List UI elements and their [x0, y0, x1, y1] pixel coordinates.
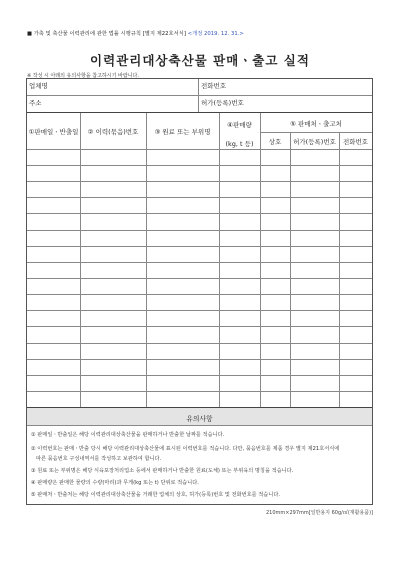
- subheader-line: [260, 132, 372, 133]
- table-row-line: [27, 310, 372, 311]
- notice-item: ④ 판매량은 판매한 물량의 수량(마리)과 무게(kg 또는 t) 단위로 적습니다.: [31, 480, 199, 486]
- address-field[interactable]: 주소: [29, 99, 42, 107]
- column-header-buyer-license: 허가(등록)번호: [293, 138, 336, 146]
- fill-instruction: ※ 작성 시 아래의 유의사항을 참고하시기 바랍니다.: [27, 73, 139, 79]
- notice-item: ③ 원료 또는 부위명은 해당 식육포장처리업소 등에서 판매하거나 반출한 원료(도체) 또는 부위육의 명칭을 적습니다.: [31, 468, 294, 474]
- column-header-trace-no: ② 이력(묶음)번호: [87, 128, 139, 136]
- column-header-part: ③ 원료 또는 부위명: [154, 128, 211, 136]
- table-row-line: [27, 375, 372, 376]
- notice-item: 따른 묶음번호 구성내역서를 작성하고 보관하여 합니다.: [36, 456, 162, 462]
- table-row-line: [27, 278, 372, 279]
- table-row-line: [27, 246, 372, 247]
- business-name-field[interactable]: 업체명: [29, 82, 48, 90]
- notice-item: ② 이력번호는 판매ㆍ반출 당시 해당 이력관리대상축산물에 표시된 이력번호를 적습니다. 다만, 묶음번호를 제품 경우 별지 제21호서식에: [31, 446, 340, 452]
- table-row-line: [27, 326, 372, 327]
- column-line: [339, 132, 340, 408]
- info-divider: [198, 79, 199, 113]
- info-row-line: [27, 95, 372, 96]
- notice-title: 유의사항: [186, 415, 213, 423]
- notice-header-line: [27, 425, 372, 426]
- table-row-line: [27, 165, 372, 166]
- table-row-line: [27, 262, 372, 263]
- notice-item: ⑤ 판매처ㆍ반출처는 해당 이력관리대상축산물을 거래한 업체의 상호, 허가(등록)번호 및 전화번호를 적습니다.: [31, 492, 280, 498]
- table-row-line: [27, 230, 372, 231]
- table-row-line: [27, 197, 372, 198]
- notice-item: ① 판매일ㆍ반출일은 해당 이력관리대상축산물을 판매하거나 반출한 날짜를 적습니다.: [31, 432, 225, 438]
- column-header-buyer: ⑤ 판매처ㆍ출고처: [290, 120, 342, 128]
- column-header-amount: ④판매량: [227, 121, 252, 129]
- info-bottom-line: [27, 112, 372, 113]
- column-line: [219, 113, 220, 408]
- license-field[interactable]: 허가(등록)번호: [201, 99, 244, 107]
- table-row-line: [27, 343, 372, 344]
- table-row-line: [27, 359, 372, 360]
- page-title: 이력관리대상축산물 판매ㆍ출고 실적: [90, 53, 310, 68]
- table-row-line: [27, 213, 372, 214]
- form-header-note: [27, 29, 244, 37]
- column-line: [146, 113, 147, 408]
- revision-date: <개정 2019. 12. 31.>: [187, 31, 244, 37]
- column-header-amount-unit: (kg, t 등): [225, 140, 254, 148]
- table-row-line: [27, 181, 372, 182]
- header-bottom-line: [27, 149, 372, 150]
- paper-spec: 210mm×297mm[일반용지 60g/㎡(재활용품)]: [265, 510, 373, 516]
- column-line: [290, 132, 291, 408]
- table-row-line: [27, 294, 372, 295]
- column-line: [260, 113, 261, 408]
- column-header-buyer-phone: 전화번호: [342, 138, 369, 146]
- form-reference: ■ 가축 및 축산물 이력관리에 관한 법률 시행규칙 [별지 제22호서식]: [27, 31, 186, 37]
- column-line: [80, 113, 81, 408]
- phone-field[interactable]: 전화번호: [201, 82, 227, 90]
- column-header-date: ①판매일ㆍ반출일: [28, 128, 79, 136]
- column-header-buyer-name: 상호: [268, 138, 282, 146]
- table-row-line: [27, 391, 372, 392]
